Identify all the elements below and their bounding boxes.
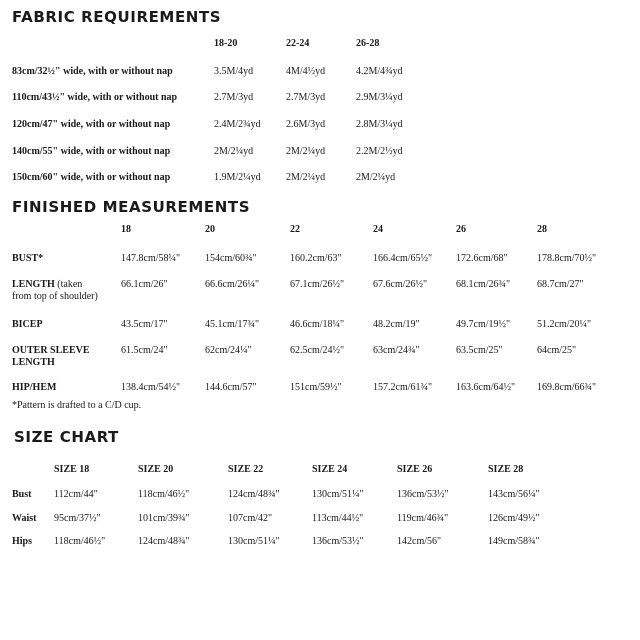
size-chart-cell: 130cm/51¼" (312, 489, 364, 500)
finished-cell: 48.2cm/19" (373, 319, 420, 330)
finished-cell: 144.6cm/57" (205, 382, 257, 393)
size-chart-cell: 118cm/46½" (138, 489, 190, 500)
size-chart-cell: 113cm/44½" (312, 513, 364, 524)
size-chart-cell: 126cm/49½" (488, 513, 540, 524)
finished-col-header: 26 (456, 224, 466, 235)
finished-cell: 51.2cm/20¼" (537, 319, 592, 330)
size-chart-col-header: SIZE 18 (54, 464, 90, 475)
fabric-cell: 3.5M/4yd (214, 66, 254, 77)
fabric-title: FABRIC REQUIREMENTS (12, 8, 222, 26)
finished-cell: 46.6cm/18¼" (290, 319, 345, 330)
finished-row-label-suffix: (taken (54, 279, 83, 290)
fabric-cell: 2M/2¼yd (286, 146, 326, 157)
fabric-row-label: 110cm/43½" wide, with or without nap (12, 92, 178, 103)
fabric-cell: 2.7M/3yd (286, 92, 326, 103)
fabric-cell: 2.8M/3¼yd (356, 119, 403, 130)
finished-row-label-line2: LENGTH (12, 357, 55, 368)
fabric-cell: 2.7M/3yd (214, 92, 254, 103)
finished-row-label (12, 382, 56, 394)
size-chart-col-header: SIZE 24 (312, 464, 348, 475)
size-chart-cell: 107cm/42" (228, 513, 273, 524)
fabric-cell: 4M/4½yd (286, 66, 326, 77)
size-chart-cell: 124cm/48¾" (228, 489, 280, 500)
size-chart-title: SIZE CHART (14, 428, 120, 446)
finished-cell: 68.7cm/27" (537, 279, 584, 290)
finished-col-header: 24 (373, 224, 383, 235)
finished-cell: 66.6cm/26¼" (205, 279, 260, 290)
finished-row-label-main: BUST* (12, 253, 44, 264)
size-chart-cell: 136cm/53½" (397, 489, 449, 500)
fabric-row-label: 83cm/32½" wide, with or without nap (12, 66, 173, 77)
fabric-row-label: 140cm/55" wide, with or without nap (12, 146, 171, 157)
size-chart-col-header: SIZE 28 (488, 464, 524, 475)
size-chart-row-label: Hips (12, 536, 33, 547)
size-chart-col-header: SIZE 20 (138, 464, 174, 475)
finished-cell: 172.6cm/68" (456, 253, 508, 264)
finished-title: FINISHED MEASUREMENTS (12, 198, 251, 216)
finished-cell: 166.4cm/65½" (373, 253, 433, 264)
finished-row-label (12, 319, 43, 331)
finished-cell: 62.5cm/24½" (290, 345, 345, 356)
finished-cell: 63cm/24¾" (373, 345, 420, 356)
fabric-row-label: 120cm/47" wide, with or without nap (12, 119, 171, 130)
finished-cell: 66.1cm/26" (121, 279, 168, 290)
fabric-col-header: 22-24 (286, 38, 310, 49)
size-chart-cell: 112cm/44" (54, 489, 98, 500)
finished-cell: 67.1cm/26½" (290, 279, 345, 290)
size-chart-cell: 101cm/39¾" (138, 513, 190, 524)
finished-row-label-main: LENGTH (12, 279, 55, 290)
fabric-cell: 2M/2¼yd (214, 146, 254, 157)
fabric-row-label: 150cm/60" wide, with or without nap (12, 172, 171, 183)
finished-cell: 61.5cm/24" (121, 345, 168, 356)
finished-cell: 138.4cm/54½" (121, 382, 181, 393)
finished-col-header: 20 (205, 224, 215, 235)
finished-cell: 178.8cm/70½" (537, 253, 597, 264)
size-chart-cell: 143cm/56¼" (488, 489, 540, 500)
fabric-cell: 2.4M/2¾yd (214, 119, 261, 130)
fabric-cell: 4.2M/4¾yd (356, 66, 403, 77)
size-chart-cell: 118cm/46½" (54, 536, 106, 547)
finished-cell: 169.8cm/66¾" (537, 382, 597, 393)
finished-cell: 49.7cm/19½" (456, 319, 511, 330)
finished-col-header: 18 (121, 224, 131, 235)
fabric-cell: 2M/2¼yd (286, 172, 326, 183)
size-chart-cell: 95cm/37½" (54, 513, 101, 524)
size-chart-col-header: SIZE 22 (228, 464, 264, 475)
fabric-cell: 2.9M/3¼yd (356, 92, 403, 103)
finished-row-label-main: BICEP (12, 319, 43, 330)
finished-cell: 64cm/25" (537, 345, 577, 356)
size-chart-cell: 119cm/46¾" (397, 513, 449, 524)
finished-cell: 154cm/60¾" (205, 253, 257, 264)
size-chart-row-label: Bust (12, 489, 32, 500)
finished-cell: 160.2cm/63" (290, 253, 342, 264)
fabric-cell: 2.2M/2½yd (356, 146, 403, 157)
finished-cell: 43.5cm/17" (121, 319, 168, 330)
finished-cell: 151cm/59½" (290, 382, 342, 393)
size-chart-cell: 149cm/58¾" (488, 536, 540, 547)
fabric-cell: 2M/2¼yd (356, 172, 396, 183)
size-chart-col-header: SIZE 26 (397, 464, 433, 475)
finished-cell: 67.6cm/26½" (373, 279, 428, 290)
finished-row-label (12, 345, 90, 357)
finished-cell: 63.5cm/25" (456, 345, 503, 356)
finished-col-header: 28 (537, 224, 547, 235)
finished-row-label-line2: from top of shoulder) (12, 291, 98, 302)
fabric-cell: 2.6M/3yd (286, 119, 326, 130)
finished-row-label-main: HIP/HEM (12, 382, 57, 393)
finished-col-header: 22 (290, 224, 300, 235)
finished-row-label-main: OUTER SLEEVE (12, 345, 90, 356)
size-chart-cell: 124cm/48¾" (138, 536, 190, 547)
fabric-col-header: 26-28 (356, 38, 380, 49)
size-chart-cell: 142cm/56" (397, 536, 442, 547)
finished-cell: 45.1cm/17¾" (205, 319, 260, 330)
finished-cell: 157.2cm/61¾" (373, 382, 433, 393)
size-chart-cell: 130cm/51¼" (228, 536, 280, 547)
finished-footnote: *Pattern is drafted to a C/D cup. (12, 400, 142, 411)
finished-cell: 163.6cm/64½" (456, 382, 516, 393)
finished-row-label (12, 279, 82, 291)
finished-cell: 68.1cm/26¾" (456, 279, 511, 290)
finished-cell: 147.8cm/58¼" (121, 253, 181, 264)
finished-cell: 62cm/24¼" (205, 345, 252, 356)
size-chart-cell: 136cm/53½" (312, 536, 364, 547)
fabric-cell: 1.9M/2¼yd (214, 172, 261, 183)
finished-row-label (12, 253, 43, 265)
size-chart-row-label: Waist (12, 513, 37, 524)
fabric-col-header: 18-20 (214, 38, 238, 49)
